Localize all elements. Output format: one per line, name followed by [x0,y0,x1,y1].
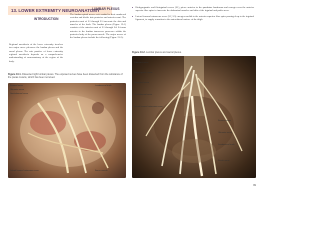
lumbar-plexus-text: The lumbar spinal nerves exit caudad to their numbered vertebra and divide into posterior and anterior rami. The posterior rami of L1 through L5 innervate the skin and muscles of the back. The lumbar plexus (Figure 13-1) consists of the anterior rami of L1 through L4. It forms anterior to the lumbar transverse processes within the posterior body of the psoas muscle. The major nerves of the lumbar plexus include the following (Figure 13-2): [70,13,126,40]
left-figure-label: Obturator nerve [10,89,25,91]
left-figure-label: Femoral nerve [10,85,23,87]
plexus-photo [132,56,256,178]
figure-left-caption-label: Figure 13-1. [8,73,22,76]
right-figure-label: Lateral femoral cutaneous nerve [134,106,163,108]
left-figure-label: Lumbosacral trunk [95,85,112,87]
dissection-photo [8,83,126,178]
left-figure-label: Iliacus muscle [95,170,108,172]
left-figure-label: Genitofemoral nerve [10,93,29,95]
section-title: 13. LOWER EXTREMITY NEUROANATOMY [11,8,100,13]
right-figure-label: Obturator nerve [218,132,233,134]
figure-right-caption-label: Figure 13-2. [132,51,146,54]
bullet-item: Lateral femoral cutaneous nerve (L2, L3) emerges medial to the anterior superior iliac spine passing deep to the inguinal ligament, to supply sensation to the anterolateral surface of the thigh. [132,15,254,22]
plexus-illustration [132,56,256,178]
introduction-text: Regional anesthesia of the lower extremity involves two major nerve plexuses: the lumbar plexus and the sacral plexus. The safe practice of lower extremity regional anesthesia depends on a comprehensive understanding of neuroanatomy of the region of the body. [9,43,63,63]
introduction-heading: INTRODUCTION [34,17,59,21]
figure-left-caption-text: Dissected right lumbar plexus. The exposed nerves have been dissected from the substance of the psoas muscle, which has been removed. [8,73,123,79]
right-figure-label: Subcostal nerve [134,62,149,64]
figure-right-caption-text: Lumbar plexus and sacral plexus. [146,51,182,54]
lumbar-nerve-bullet-list [132,6,254,23]
lumbar-plexus-heading: LUMBAR PLEXUS [92,7,120,11]
left-figure-label: Lateral femoral cutaneous nerve [10,170,39,172]
right-figure-label: Ilioinguinal nerve [134,82,150,84]
figure-left-caption [8,73,126,79]
bullet-item: Iliohypogastric and ilioinguinal nerves (L1), pierce anterior to the quadratus lumborum and emerges near the anterior superior iliac spine to innervate the abdominal muscles and skin of the inguinal and pubic areas. [132,6,254,13]
right-figure-label: Lumbosacral trunk [218,144,235,146]
right-figure-label: Sciatic nerve [218,160,230,162]
figure-right-caption [132,51,256,54]
right-figure-label: Iliohypogastric nerve [134,72,153,74]
page-number: 99 [253,184,256,187]
right-figure-label: Femoral nerve [218,120,231,122]
right-figure-label: Genitofemoral nerve [134,94,153,96]
dissection-illustration [8,83,126,178]
